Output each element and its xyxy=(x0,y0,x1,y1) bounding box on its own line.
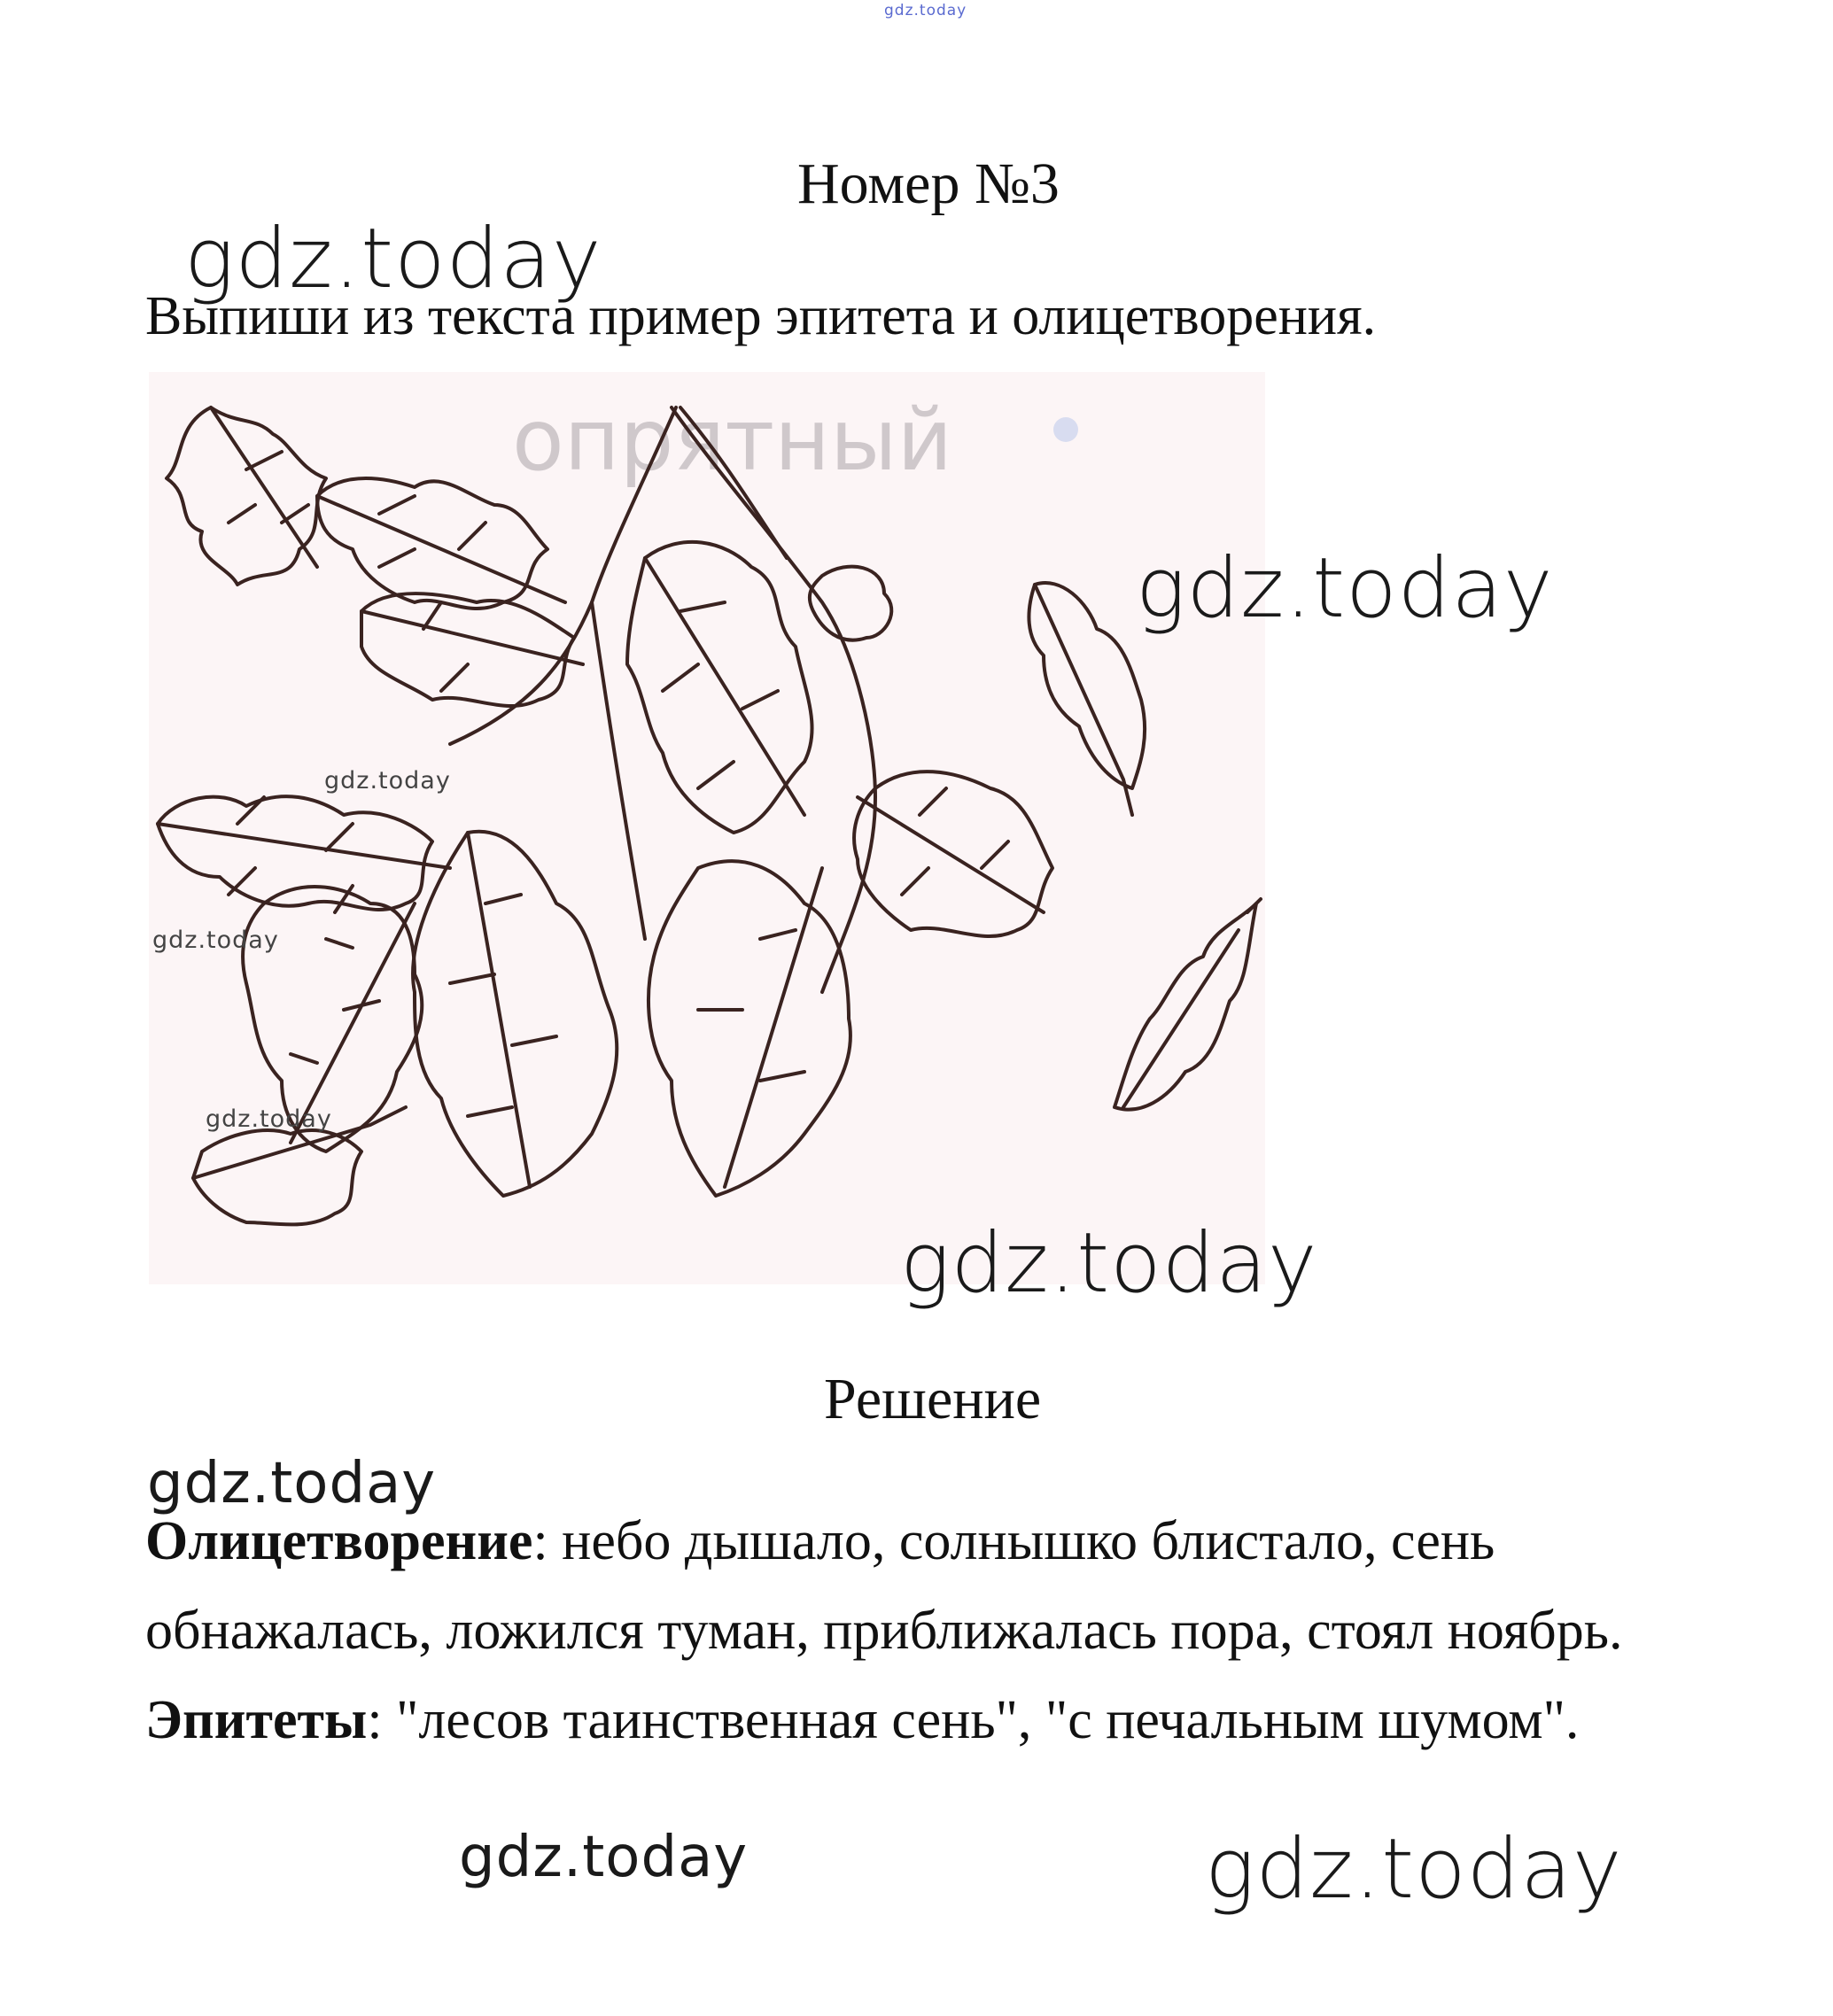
background-text: опрятный xyxy=(512,391,953,490)
page-title: Номер №3 xyxy=(797,151,1060,216)
answer-block xyxy=(145,1497,1696,1765)
watermark: gdz.today xyxy=(900,1215,1318,1312)
watermark: gdz.today xyxy=(459,1825,749,1890)
watermark-small-3: gdz.today xyxy=(206,1105,332,1133)
task-text: Выпиши из текста пример эпитета и олицетворения. xyxy=(145,286,1377,346)
watermark-small-1: gdz.today xyxy=(324,767,451,795)
watermark-small-2: gdz.today xyxy=(152,927,279,954)
epithets-paragraph xyxy=(145,1676,1696,1765)
solution-heading: Решение xyxy=(824,1367,1042,1431)
personification-label: Олицетворение xyxy=(145,1511,533,1571)
epithets-label: Эпитеты xyxy=(145,1690,368,1750)
epithets-text: : "лесов таинственная сень", "с печальным шумом". xyxy=(367,1690,1580,1750)
personification-paragraph xyxy=(145,1497,1696,1676)
watermark: gdz.today xyxy=(1205,1821,1623,1918)
oak-leaves-drawing xyxy=(149,372,1265,1284)
illustration-oak-branch xyxy=(149,372,1265,1284)
watermark-top: gdz.today xyxy=(884,2,967,19)
watermark: gdz.today xyxy=(184,211,602,307)
personification-text: : небо дышало, солнышко блистало, сень обнажалась, ложился туман, приближалась пора, стоял ноябрь. xyxy=(145,1511,1623,1661)
watermark: gdz.today xyxy=(1136,540,1554,637)
watermark: gdz.today xyxy=(147,1451,437,1516)
